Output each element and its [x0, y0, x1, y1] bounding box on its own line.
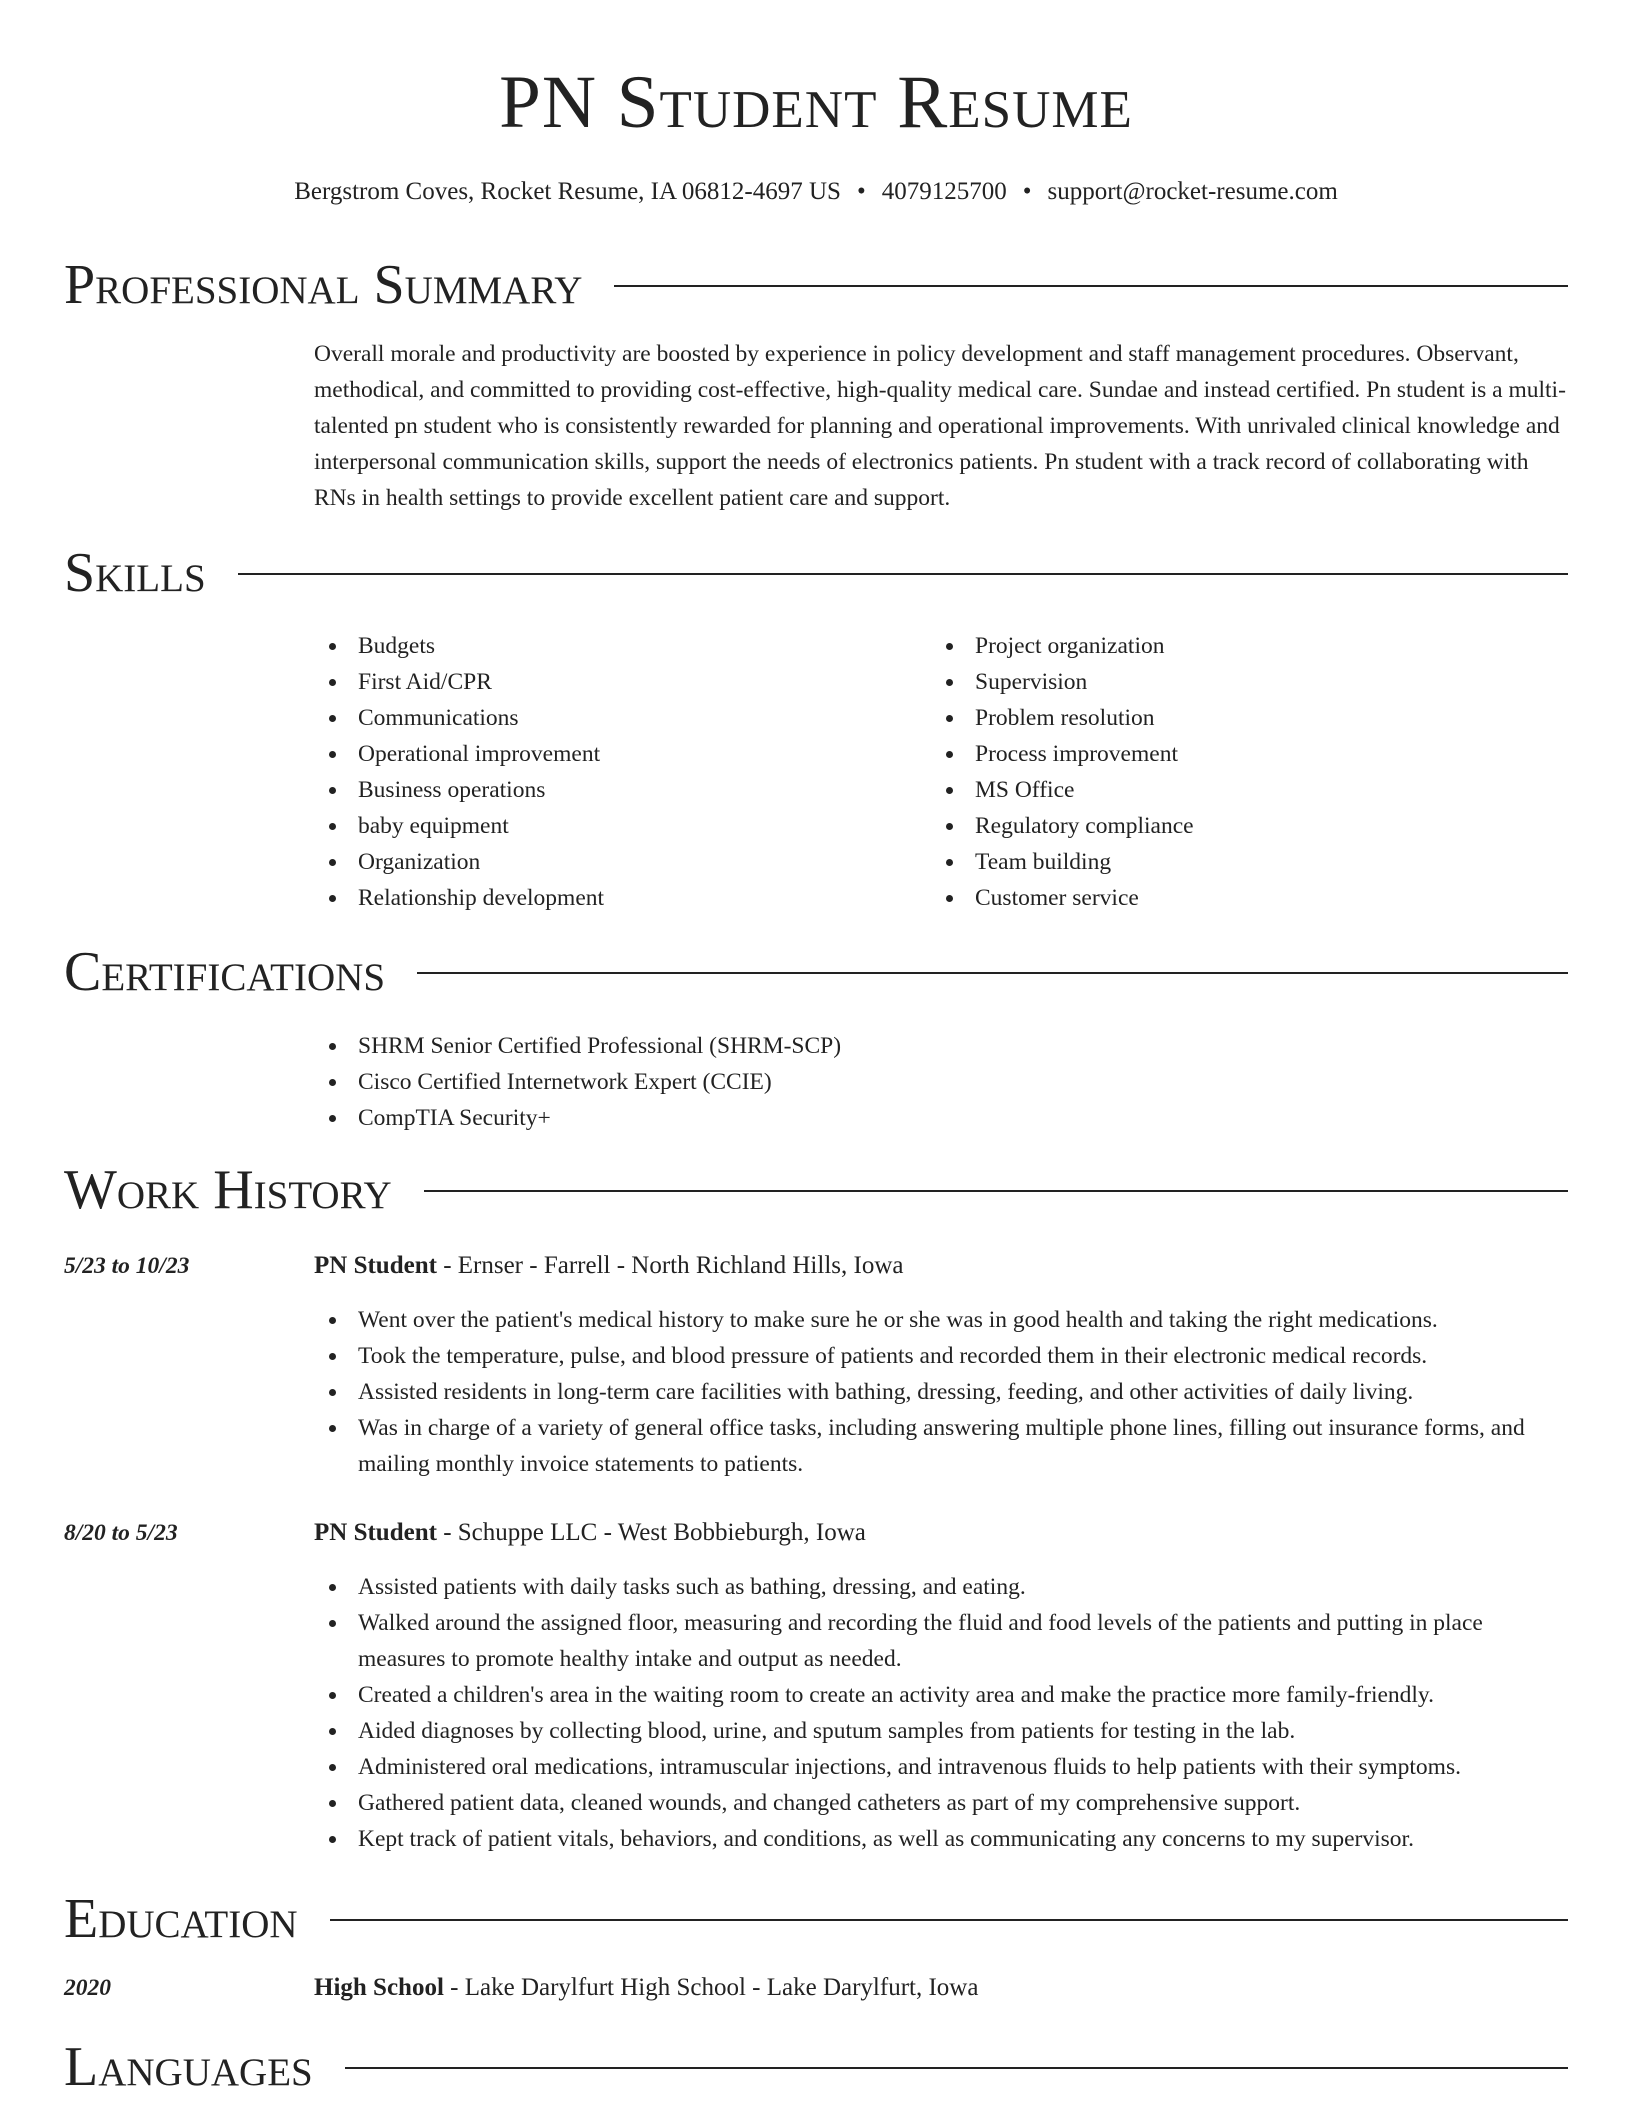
summary-section-header: [64, 250, 1568, 320]
education-entry: [314, 1970, 1574, 2006]
job-role: PN Student: [314, 1252, 437, 1279]
skill-item: Customer service: [931, 880, 1551, 916]
skills-section-header: [64, 538, 1568, 608]
section-divider: [345, 2067, 1568, 2069]
skills-list-right: [931, 628, 1551, 916]
summary-heading: Professional Summary: [64, 254, 583, 316]
section-divider: [614, 285, 1568, 287]
job-details: - Schuppe LLC - West Bobbieburgh, Iowa: [436, 1519, 866, 1546]
job-bullets: [314, 1302, 1576, 1482]
job-bullet: Was in charge of a variety of general office tasks, including answering multiple phone lines, filling out insurance forms, and mailing monthly invoice statements to patients.: [314, 1410, 1576, 1482]
education-heading: Education: [64, 1888, 298, 1950]
education-year: 2020: [64, 1975, 111, 2001]
job-bullet: Went over the patient's medical history to make sure he or she was in good health and taking the right medications.: [314, 1302, 1576, 1338]
job-bullet: Gathered patient data, cleaned wounds, and changed catheters as part of my comprehensive support.: [314, 1785, 1576, 1821]
languages-heading: Languages: [64, 2036, 313, 2098]
job-role: PN Student: [314, 1519, 437, 1546]
skill-item: Team building: [931, 844, 1551, 880]
skill-item: Process improvement: [931, 736, 1551, 772]
job-bullet: Took the temperature, pulse, and blood pressure of patients and recorded them in their electronic medical records.: [314, 1338, 1576, 1374]
contact-phone: 4079125700: [881, 178, 1007, 205]
education-details: - Lake Darylfurt High School - Lake Darylfurt, Iowa: [443, 1974, 979, 2001]
skill-item: Project organization: [931, 628, 1551, 664]
certifications-heading: Certifications: [64, 941, 386, 1003]
contact-separator: •: [1022, 178, 1032, 205]
work-history-section-header: [64, 1155, 1568, 1225]
skills-list-left: [314, 628, 914, 916]
certification-item: SHRM Senior Certified Professional (SHRM-SCP): [314, 1028, 1574, 1064]
job-details: - Ernser - Farrell - North Richland Hills, Iowa: [436, 1252, 904, 1279]
section-divider: [424, 1190, 1568, 1192]
certification-item: CompTIA Security+: [314, 1100, 1574, 1136]
skill-item: Operational improvement: [314, 736, 914, 772]
certifications-section-header: [64, 937, 1568, 1007]
certifications-list: [314, 1028, 1574, 1136]
languages-section-header: [64, 2032, 1568, 2102]
job-dates: 8/20 to 5/23: [64, 1520, 178, 1546]
education-section-header: [64, 1884, 1568, 1954]
summary-text: Overall morale and productivity are boosted by experience in policy development and staff management procedures. Observant, methodical, and committed to providing cost-effective, high-quality medical care. Sundae and instead certified. Pn student is a multi-talented pn student who is consistently rewarded for planning and operational improvements. With unrivaled clinical knowledge and interpersonal communication skills, support the needs of electronics patients. Pn student with a track record of collaborating with RNs in health settings to provide excellent patient care and support.: [314, 341, 1566, 511]
skill-item: baby equipment: [314, 808, 914, 844]
skill-item: Communications: [314, 700, 914, 736]
job-bullet: Walked around the assigned floor, measuring and recording the fluid and food levels of the patients and putting in place measures to promote healthy intake and output as needed.: [314, 1605, 1576, 1677]
skill-item: Supervision: [931, 664, 1551, 700]
skills-heading: Skills: [64, 542, 206, 604]
contact-address: Bergstrom Coves, Rocket Resume, IA 06812-4697 US: [294, 178, 841, 205]
skill-item: First Aid/CPR: [314, 664, 914, 700]
contact-line: [0, 174, 1632, 210]
skill-item: Organization: [314, 844, 914, 880]
section-divider: [417, 972, 1568, 974]
job-dates: 5/23 to 10/23: [64, 1253, 190, 1279]
job-bullet: Administered oral medications, intramuscular injections, and intravenous fluids to help patients with their symptoms.: [314, 1749, 1576, 1785]
skill-item: MS Office: [931, 772, 1551, 808]
job-header: [314, 1515, 1574, 1551]
contact-separator: •: [856, 178, 866, 205]
section-divider: [330, 1919, 1568, 1921]
skill-item: Problem resolution: [931, 700, 1551, 736]
job-bullet: Aided diagnoses by collecting blood, urine, and sputum samples from patients for testing in the lab.: [314, 1713, 1576, 1749]
job-bullet: Assisted patients with daily tasks such as bathing, dressing, and eating.: [314, 1569, 1576, 1605]
job-bullets: [314, 1569, 1576, 1857]
skill-item: Relationship development: [314, 880, 914, 916]
job-bullet: Assisted residents in long-term care facilities with bathing, dressing, feeding, and other activities of daily living.: [314, 1374, 1576, 1410]
skill-item: Business operations: [314, 772, 914, 808]
work-history-heading: Work History: [64, 1159, 392, 1221]
skill-item: Regulatory compliance: [931, 808, 1551, 844]
job-bullet: Created a children's area in the waiting room to create an activity area and make the practice more family-friendly.: [314, 1677, 1576, 1713]
contact-email: support@rocket-resume.com: [1047, 178, 1338, 205]
job-bullet: Kept track of patient vitals, behaviors, and conditions, as well as communicating any concerns to my supervisor.: [314, 1821, 1576, 1857]
skill-item: Budgets: [314, 628, 914, 664]
job-header: [314, 1248, 1574, 1284]
section-divider: [238, 573, 1568, 575]
resume-title: PN Student Resume: [499, 61, 1133, 144]
certification-item: Cisco Certified Internetwork Expert (CCIE): [314, 1064, 1574, 1100]
education-degree: High School: [314, 1974, 444, 2001]
